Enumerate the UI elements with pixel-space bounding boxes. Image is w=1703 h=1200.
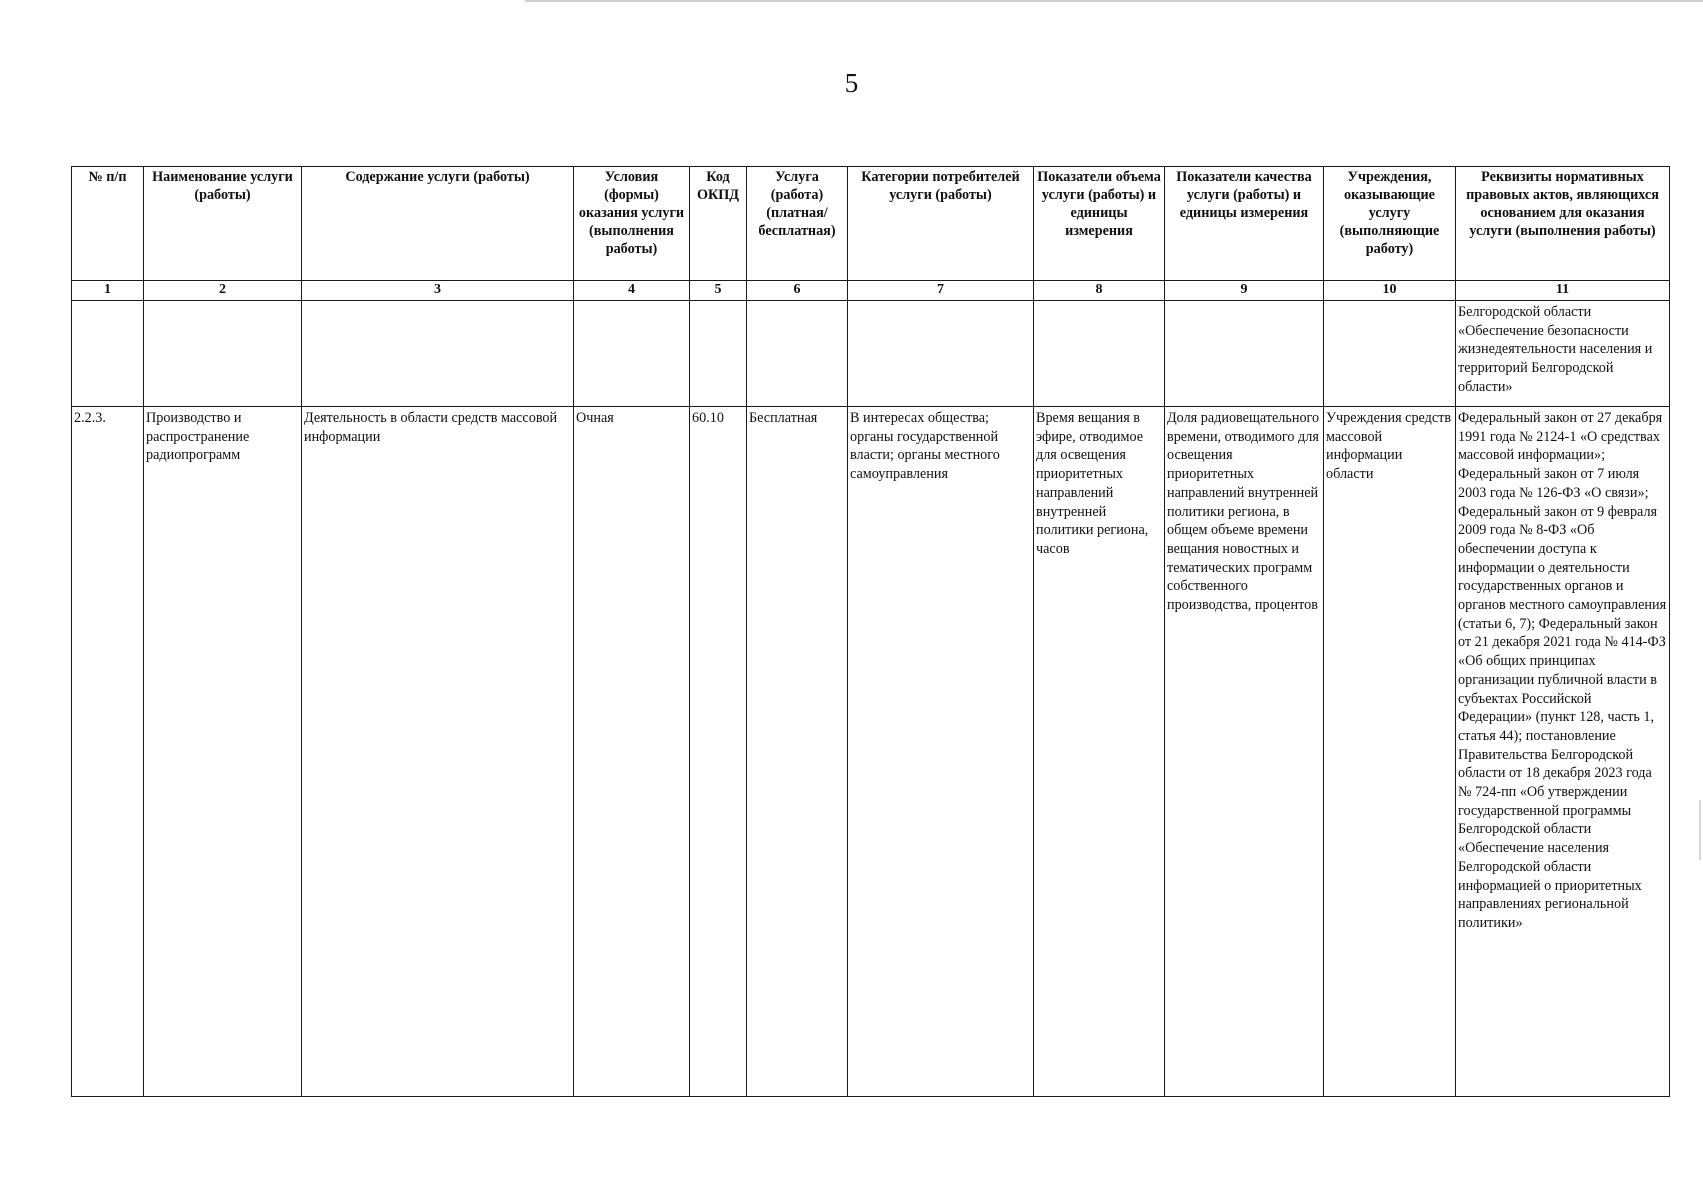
empty-cell <box>1324 301 1456 407</box>
column-number: 7 <box>848 281 1034 301</box>
services-table <box>71 166 1670 1097</box>
header-cell: Содержание услуги (работы) <box>302 167 574 281</box>
header-cell: Категории потребителей услуги (работы) <box>848 167 1034 281</box>
paid-status: Бесплатная <box>747 407 848 1097</box>
column-number: 11 <box>1456 281 1670 301</box>
column-number: 8 <box>1034 281 1165 301</box>
providing-institutions: Учреждения средств массовой информации области <box>1324 407 1456 1097</box>
header-cell: Услуга (работа) (платная/ бесплатная) <box>747 167 848 281</box>
service-row <box>72 407 1670 1097</box>
column-number-row <box>72 281 1670 301</box>
column-number: 4 <box>574 281 690 301</box>
legal-acts: Федеральный закон от 27 декабря 1991 года № 2124-1 «О средствах массовой информации»; Федеральный закон от 7 июля 2003 года № 126-ФЗ «О связи»; Федеральный закон от 9 февраля 2009 года № 8-ФЗ «Об обеспечении доступа к информации о деятельности государственных органов и органов местного самоуправления (статьи 6, 7); Федеральный закон от 21 декабря 2021 года № 414-ФЗ «Об общих принципах организации публичной власти в субъектах Российской Федерации» (пункт 128, часть 1, статья 44); постановление Правительства Белгородской области от 18 декабря 2023 года № 724-пп «Об утверждении государственной программы Белгородской области «Обеспечение населения Белгородской области информацией о приоритетных направлениях региональной политики» <box>1456 407 1670 1097</box>
empty-cell <box>72 301 144 407</box>
service-conditions: Очная <box>574 407 690 1097</box>
page-number: 5 <box>844 68 859 98</box>
header-row <box>72 167 1670 281</box>
header-cell: Условия (формы) оказания услуги (выполнения работы) <box>574 167 690 281</box>
header-cell: № п/п <box>72 167 144 281</box>
empty-cell <box>1165 301 1324 407</box>
scan-edge-mark <box>1699 800 1701 860</box>
legal-acts-continuation: Белгородской области «Обеспечение безопасности жизнедеятельности населения и территорий Белгородской области» <box>1456 301 1670 407</box>
column-number: 1 <box>72 281 144 301</box>
column-number: 10 <box>1324 281 1456 301</box>
empty-cell <box>690 301 747 407</box>
header-cell: Код ОКПД <box>690 167 747 281</box>
empty-cell <box>747 301 848 407</box>
continuation-row <box>72 301 1670 407</box>
header-cell: Показатели объема услуги (работы) и единицы измерения <box>1034 167 1165 281</box>
column-number: 6 <box>747 281 848 301</box>
quality-indicators: Доля радиовещательного времени, отводимого для освещения приоритетных направлений внутренней политики региона, в общем объеме времени вещания новостных и тематических программ собственного производства, процентов <box>1165 407 1324 1097</box>
header-cell: Реквизиты нормативных правовых актов, являющихся основанием для оказания услуги (выполнения работы) <box>1456 167 1670 281</box>
empty-cell <box>574 301 690 407</box>
column-number: 3 <box>302 281 574 301</box>
volume-indicators: Время вещания в эфире, отводимое для освещения приоритетных направлений внутренней политики региона, часов <box>1034 407 1165 1097</box>
empty-cell <box>848 301 1034 407</box>
column-number: 9 <box>1165 281 1324 301</box>
okpd-code: 60.10 <box>690 407 747 1097</box>
header-cell: Показатели качества услуги (работы) и единицы измерения <box>1165 167 1324 281</box>
consumer-categories: В интересах общества; органы государственной власти; органы местного самоуправления <box>848 407 1034 1097</box>
header-cell: Учреждения, оказывающие услугу (выполняющие работу) <box>1324 167 1456 281</box>
service-number: 2.2.3. <box>72 407 144 1097</box>
empty-cell <box>1034 301 1165 407</box>
empty-cell <box>144 301 302 407</box>
header-cell: Наименование услуги (работы) <box>144 167 302 281</box>
scan-top-edge <box>525 0 1703 2</box>
empty-cell <box>302 301 574 407</box>
column-number: 2 <box>144 281 302 301</box>
service-content: Деятельность в области средств массовой информации <box>302 407 574 1097</box>
service-name: Производство и распространение радиопрограмм <box>144 407 302 1097</box>
column-number: 5 <box>690 281 747 301</box>
